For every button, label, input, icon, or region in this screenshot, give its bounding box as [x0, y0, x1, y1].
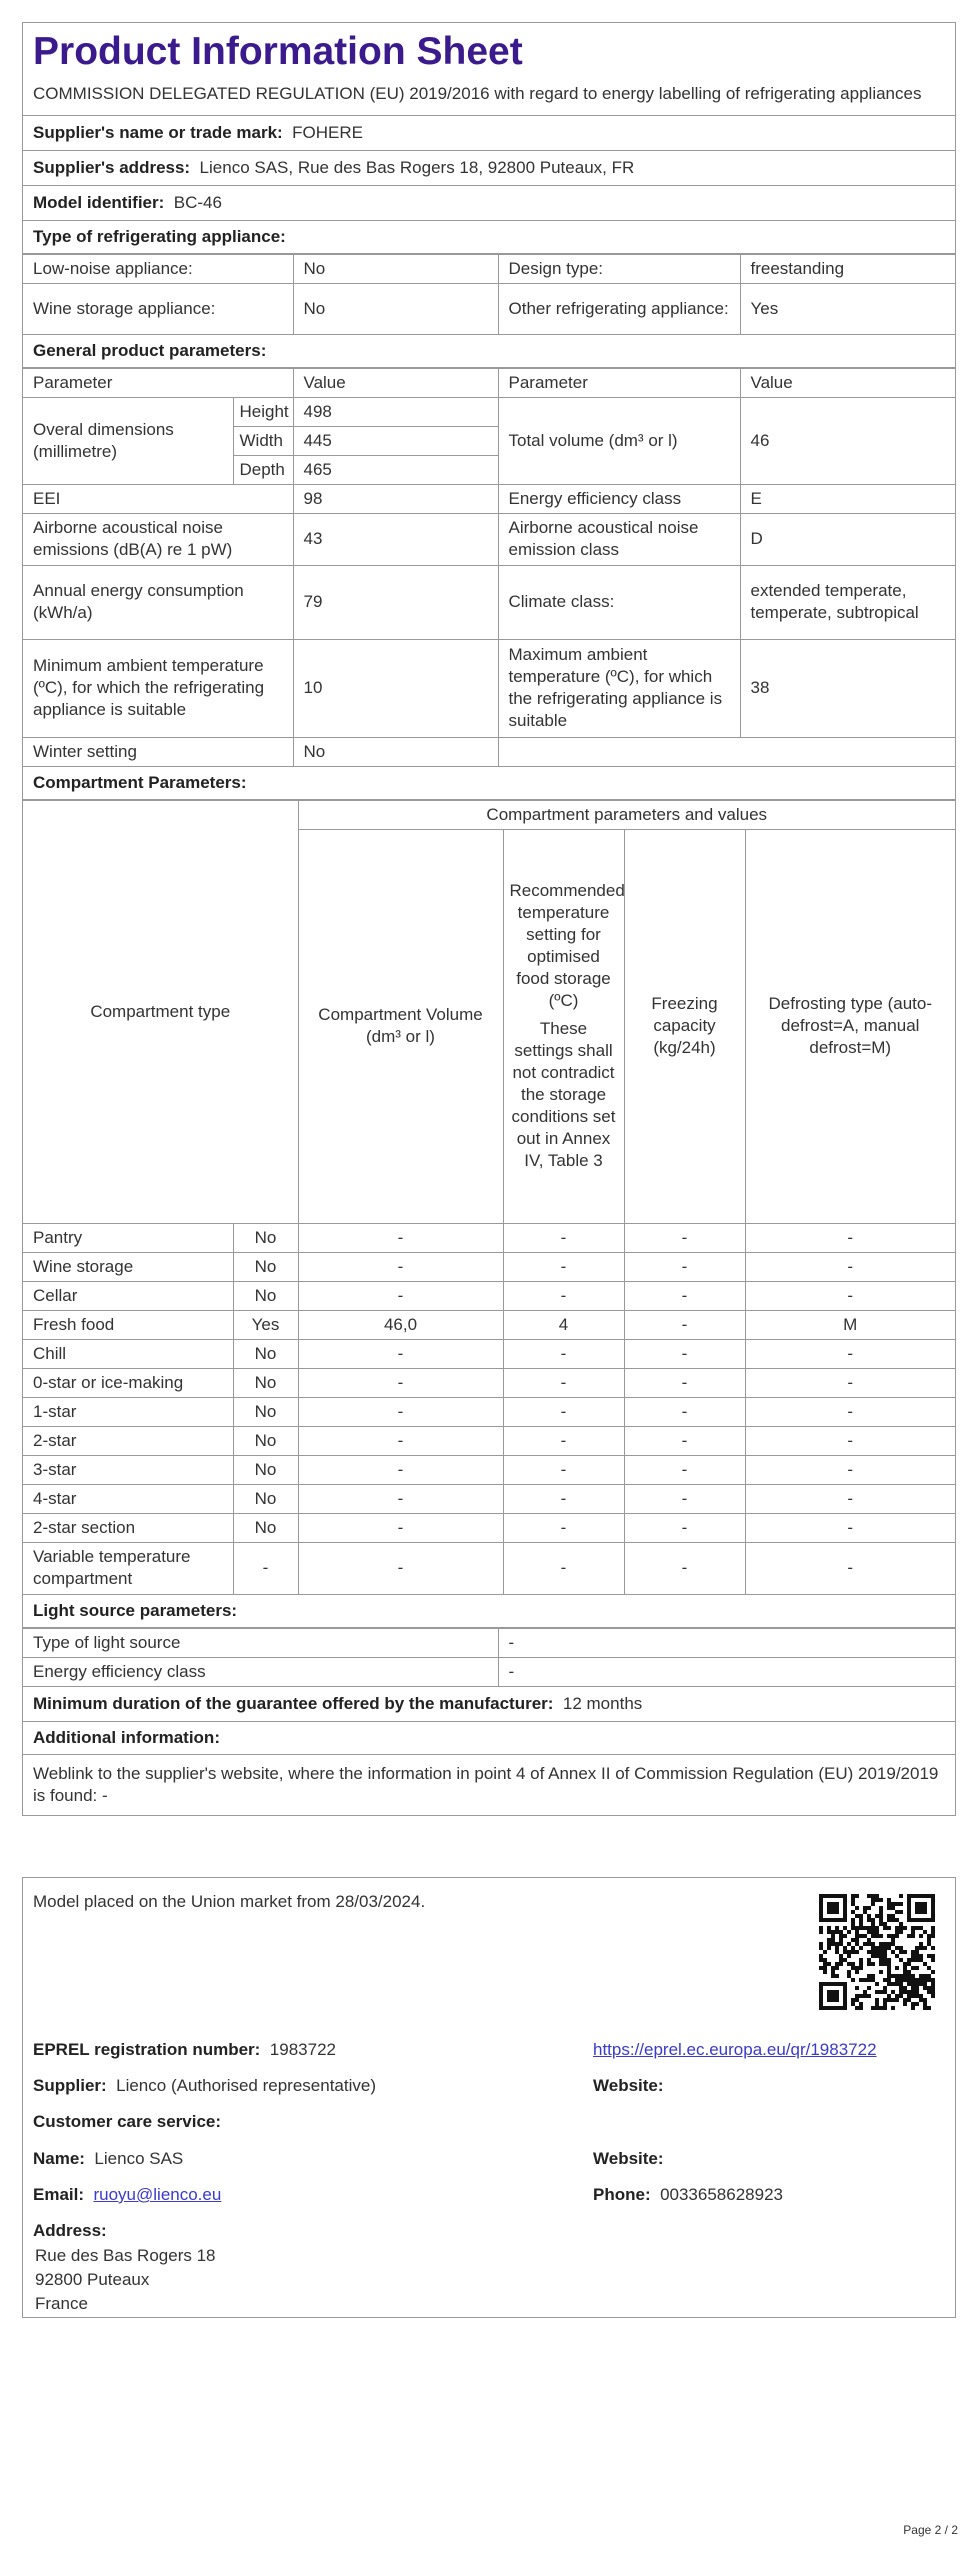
compartment-name: Cellar	[23, 1281, 233, 1310]
compartment-volume: -	[298, 1455, 503, 1484]
total-volume-label: Total volume (dm³ or l)	[498, 397, 740, 484]
address-line-1: Rue des Bas Rogers 18	[35, 2246, 216, 2265]
market-date: Model placed on the Union market from 28/03/2024.	[33, 1892, 426, 1911]
compartment-row	[23, 1339, 955, 1368]
compartment-defrost: -	[745, 1339, 955, 1368]
compartment-defrost: -	[745, 1455, 955, 1484]
noise-label: Airborne acoustical noise emissions (dB(A) re 1 pW)	[23, 513, 293, 565]
model-row	[23, 185, 955, 220]
compartment-volume: -	[298, 1513, 503, 1542]
eprel-label: EPREL registration number:	[33, 2040, 261, 2059]
name-value: Lienco SAS	[94, 2149, 184, 2168]
param-header: Parameter	[23, 368, 293, 397]
compartment-defrost: -	[745, 1542, 955, 1594]
design-label: Design type:	[498, 255, 740, 284]
additional-text: Weblink to the supplier's website, where the information in point 4 of Annex II of Commission Regulation (EU) 2019/2019 is found: -	[23, 1754, 955, 1815]
low-noise-value: No	[293, 255, 498, 284]
compartment-freezing: -	[624, 1339, 745, 1368]
compartment-volume: -	[298, 1484, 503, 1513]
address-label-card: Address:	[33, 2221, 107, 2240]
light-class-label: Energy efficiency class	[23, 1658, 498, 1687]
compartment-freezing: -	[624, 1426, 745, 1455]
compartment-name: 2-star	[23, 1426, 233, 1455]
height-value: 498	[293, 397, 498, 426]
model-label: Model identifier:	[33, 193, 165, 212]
width-value: 445	[293, 426, 498, 455]
compartment-temp: -	[503, 1223, 624, 1252]
compartment-name: 1-star	[23, 1397, 233, 1426]
compartment-present: No	[233, 1426, 298, 1455]
eprel-row	[33, 2040, 336, 2060]
compartment-row	[23, 1310, 955, 1339]
compartment-name: 4-star	[23, 1484, 233, 1513]
compartment-header: Compartment Parameters:	[23, 766, 955, 799]
compartment-defrost: -	[745, 1281, 955, 1310]
compartment-defrost: -	[745, 1223, 955, 1252]
aec-label: Annual energy consumption (kWh/a)	[23, 565, 293, 639]
guarantee-value: 12 months	[562, 1694, 643, 1713]
min-temp-label: Minimum ambient temperature (ºC), for which the refrigerating appliance is suitable	[23, 639, 293, 737]
compartment-table	[23, 800, 955, 1595]
wine-value: No	[293, 284, 498, 334]
compartment-name: Variable temperature compartment	[23, 1542, 233, 1594]
phone-value: 0033658628923	[660, 2185, 783, 2204]
supplier-value: FOHERE	[292, 123, 363, 142]
guarantee-row	[23, 1686, 955, 1721]
compartment-row	[23, 1426, 955, 1455]
compartment-defrost: -	[745, 1252, 955, 1281]
compartment-row	[23, 1455, 955, 1484]
value-header: Value	[293, 368, 498, 397]
general-table	[23, 368, 955, 766]
compartment-row	[23, 1513, 955, 1542]
noise-class-value: D	[740, 513, 955, 565]
email-link[interactable]: ruoyu@lienco.eu	[93, 2185, 222, 2204]
dims-label: Overal dimensions (millimetre)	[23, 397, 233, 484]
compartment-defrost: -	[745, 1397, 955, 1426]
eei-label: EEI	[23, 484, 293, 513]
website-label-2: Website:	[593, 2149, 664, 2168]
width-label: Width	[233, 426, 293, 455]
temp-header-note: These settings shall not contradict the storage conditions set out in Annex IV, Table 3	[511, 1019, 616, 1170]
other-value: Yes	[740, 284, 955, 334]
compartment-name: Pantry	[23, 1223, 233, 1252]
compartment-present: Yes	[233, 1310, 298, 1339]
compartment-freezing: -	[624, 1542, 745, 1594]
address-block	[35, 2244, 216, 2316]
climate-label: Climate class:	[498, 565, 740, 639]
compartment-type-header: Compartment type	[23, 800, 298, 1223]
compartment-volume: -	[298, 1542, 503, 1594]
compartment-present: No	[233, 1281, 298, 1310]
compartment-name: 3-star	[23, 1455, 233, 1484]
compartment-temp: 4	[503, 1310, 624, 1339]
value-header-2: Value	[740, 368, 955, 397]
volume-header: Compartment Volume (dm³ or l)	[298, 829, 503, 1223]
light-class-value: -	[498, 1658, 955, 1687]
compartment-temp: -	[503, 1426, 624, 1455]
type-table	[23, 254, 955, 334]
compartment-defrost: -	[745, 1368, 955, 1397]
compartment-freezing: -	[624, 1252, 745, 1281]
light-table	[23, 1628, 955, 1686]
compartment-present: -	[233, 1542, 298, 1594]
model-value: BC-46	[173, 193, 222, 212]
compartment-temp: -	[503, 1455, 624, 1484]
temp-header-cell	[503, 829, 624, 1223]
supplier-row	[23, 115, 955, 150]
winter-value: No	[293, 737, 498, 766]
climate-value: extended temperate, temperate, subtropical	[740, 565, 955, 639]
compartment-volume: 46,0	[298, 1310, 503, 1339]
winter-label: Winter setting	[23, 737, 293, 766]
compartment-freezing: -	[624, 1281, 745, 1310]
compartment-name: 0-star or ice-making	[23, 1368, 233, 1397]
design-value: freestanding	[740, 255, 955, 284]
supplier-label: Supplier's name or trade mark:	[33, 123, 283, 142]
compartment-name: Chill	[23, 1339, 233, 1368]
compartment-present: No	[233, 1455, 298, 1484]
general-header: General product parameters:	[23, 334, 955, 367]
compartment-present: No	[233, 1339, 298, 1368]
param-header-2: Parameter	[498, 368, 740, 397]
compartment-defrost: -	[745, 1484, 955, 1513]
page-number: Page 2 / 2	[903, 2523, 958, 2537]
compartment-defrost: -	[745, 1513, 955, 1542]
compartment-temp: -	[503, 1513, 624, 1542]
eprel-card	[22, 1877, 956, 2318]
depth-label: Depth	[233, 455, 293, 484]
temp-header: Recommended temperature setting for optimised food storage (ºC)	[509, 881, 625, 1010]
care-label: Customer care service:	[33, 2112, 222, 2131]
height-label: Height	[233, 397, 293, 426]
guarantee-label: Minimum duration of the guarantee offered by the manufacturer:	[33, 1694, 554, 1713]
compartment-temp: -	[503, 1281, 624, 1310]
address-value: Lienco SAS, Rue des Bas Rogers 18, 92800 Puteaux, FR	[199, 158, 635, 177]
min-temp-value: 10	[293, 639, 498, 737]
compartment-freezing: -	[624, 1368, 745, 1397]
compartment-volume: -	[298, 1281, 503, 1310]
compartment-present: No	[233, 1484, 298, 1513]
compartment-name: Wine storage	[23, 1252, 233, 1281]
care-email	[33, 2185, 221, 2205]
compartment-defrost: -	[745, 1426, 955, 1455]
website-label: Website:	[593, 2076, 664, 2095]
address-line-2: 92800 Puteaux	[35, 2270, 150, 2289]
compartment-volume: -	[298, 1339, 503, 1368]
low-noise-label: Low-noise appliance:	[23, 255, 293, 284]
total-volume-value: 46	[740, 397, 955, 484]
compartment-freezing: -	[624, 1455, 745, 1484]
compartment-name: Fresh food	[23, 1310, 233, 1339]
noise-class-label: Airborne acoustical noise emission class	[498, 513, 740, 565]
eprel-value: 1983722	[269, 2040, 336, 2059]
type-header: Type of refrigerating appliance:	[23, 220, 955, 253]
eei-value: 98	[293, 484, 498, 513]
max-temp-value: 38	[740, 639, 955, 737]
card-supplier-label: Supplier:	[33, 2076, 107, 2095]
defrost-header: Defrosting type (auto-defrost=A, manual defrost=M)	[745, 829, 955, 1223]
address-row	[23, 150, 955, 185]
compartment-name: 2-star section	[23, 1513, 233, 1542]
max-temp-label: Maximum ambient temperature (ºC), for which the refrigerating appliance is suitable	[498, 639, 740, 737]
eec-value: E	[740, 484, 955, 513]
care-phone	[593, 2185, 783, 2205]
regulation-subtitle: COMMISSION DELEGATED REGULATION (EU) 2019/2016 with regard to energy labelling of refrigerating appliances	[33, 84, 922, 103]
compartment-temp: -	[503, 1252, 624, 1281]
compartment-temp: -	[503, 1339, 624, 1368]
eprel-link[interactable]: https://eprel.ec.europa.eu/qr/1983722	[593, 2040, 877, 2059]
additional-header: Additional information:	[23, 1721, 955, 1754]
compartment-volume: -	[298, 1426, 503, 1455]
aec-value: 79	[293, 565, 498, 639]
compartment-volume: -	[298, 1252, 503, 1281]
other-label: Other refrigerating appliance:	[498, 284, 740, 334]
wine-label: Wine storage appliance:	[23, 284, 293, 334]
card-supplier-value: Lienco (Authorised representative)	[116, 2076, 376, 2095]
compartment-freezing: -	[624, 1310, 745, 1339]
compartment-freezing: -	[624, 1513, 745, 1542]
compartment-present: No	[233, 1223, 298, 1252]
compartment-present: No	[233, 1397, 298, 1426]
compartment-present: No	[233, 1252, 298, 1281]
compartment-temp: -	[503, 1542, 624, 1594]
freezing-header: Freezing capacity (kg/24h)	[624, 829, 745, 1223]
compartment-row	[23, 1542, 955, 1594]
compartment-volume: -	[298, 1368, 503, 1397]
address-label: Supplier's address:	[33, 158, 191, 177]
compartment-temp: -	[503, 1397, 624, 1426]
compartment-row	[23, 1252, 955, 1281]
compartment-present: No	[233, 1368, 298, 1397]
compartment-freezing: -	[624, 1223, 745, 1252]
compartment-temp: -	[503, 1484, 624, 1513]
product-information-sheet	[22, 22, 956, 1816]
address-line-3: France	[35, 2294, 88, 2313]
care-name	[33, 2149, 183, 2169]
compartment-volume: -	[298, 1397, 503, 1426]
compartment-defrost: M	[745, 1310, 955, 1339]
compartment-freezing: -	[624, 1484, 745, 1513]
light-type-label: Type of light source	[23, 1629, 498, 1658]
compartment-row	[23, 1397, 955, 1426]
noise-value: 43	[293, 513, 498, 565]
light-header: Light source parameters:	[23, 1594, 955, 1627]
qr-code-icon[interactable]	[819, 1894, 935, 2010]
eec-label: Energy efficiency class	[498, 484, 740, 513]
compartment-row	[23, 1223, 955, 1252]
supplier-info	[33, 2076, 376, 2096]
page-title: Product Information Sheet	[33, 30, 523, 73]
depth-value: 465	[293, 455, 498, 484]
compartment-row	[23, 1281, 955, 1310]
compartment-present: No	[233, 1513, 298, 1542]
compartment-freezing: -	[624, 1397, 745, 1426]
compartment-row	[23, 1368, 955, 1397]
compartment-volume: -	[298, 1223, 503, 1252]
light-type-value: -	[498, 1629, 955, 1658]
compartment-temp: -	[503, 1368, 624, 1397]
compartment-row	[23, 1484, 955, 1513]
email-label: Email:	[33, 2185, 85, 2204]
name-label: Name:	[33, 2149, 85, 2168]
phone-label: Phone:	[593, 2185, 651, 2204]
compartment-params-header: Compartment parameters and values	[298, 800, 955, 829]
